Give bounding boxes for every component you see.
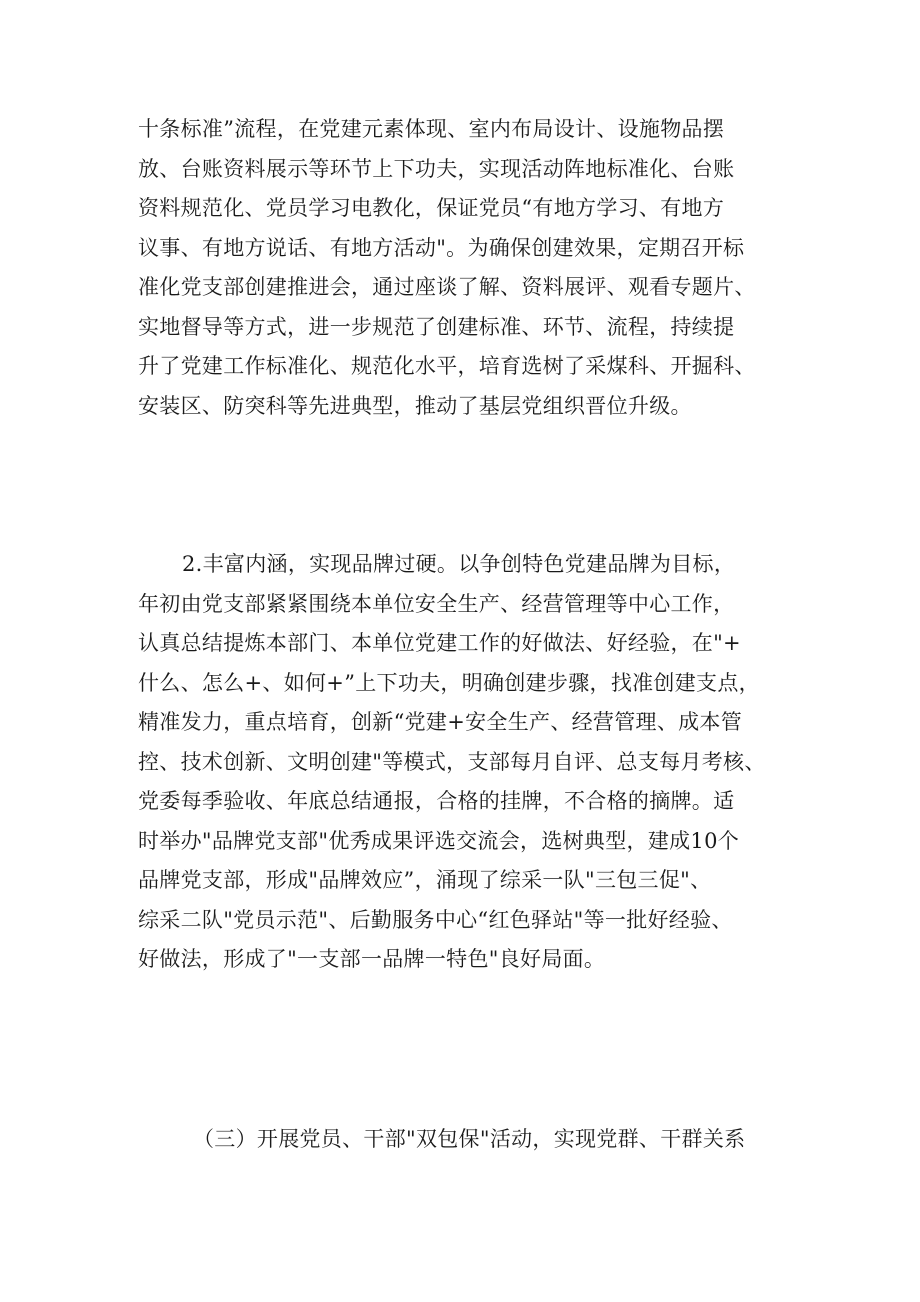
text-line: 放、台账资料展示等环节上下功夫，实现活动阵地标准化、台账	[138, 156, 735, 181]
text-line: 时举办"品牌党支部"优秀成果评选交流会，选树典型，建成10个	[138, 828, 740, 853]
text-line: 品牌党支部，形成"品牌效应”，涌现了综采一队"三包三促"、	[138, 868, 712, 892]
paragraph-brand	[138, 545, 818, 980]
text-line: 议事、有地方说话、有地方活动"。为确保创建效果，定期召开标	[138, 235, 745, 260]
text-line: 十条标准”流程，在党建元素体现、室内布局设计、设施物品摆	[138, 117, 725, 141]
text-line: 升了党建工作标准化、规范化水平，培育选树了采煤科、开掘科、	[138, 354, 756, 378]
section-heading	[138, 1120, 818, 1160]
text-line: 综采二队"党员示范"、后勤服务中心“红色驿站"等一批好经验、	[138, 907, 733, 932]
text-line: 年初由党支部紧紧围绕本单位安全生产、经营管理等中心工作，	[138, 591, 735, 616]
paragraph-standards	[138, 110, 818, 426]
text-line: 安装区、防突科等先进典型，推动了基层党组织晋位升级。	[138, 393, 692, 418]
text-line: 认真总结提炼本部门、本单位党建工作的好做法、好经验，在"+	[138, 631, 741, 655]
text-line: 什么、怎么+、如何+”上下功夫，明确创建步骤，找准创建支点，	[138, 670, 760, 695]
text-line: （三）开展党员、干部"双包保"活动，实现党群、干群关系	[193, 1127, 746, 1151]
text-line: 党委每季验收、年底总结通报，合格的挂牌，不合格的摘牌。适	[138, 789, 735, 813]
text-line: 准化党支部创建推进会，通过座谈了解、资料展评、观看专题片、	[138, 275, 756, 299]
text-line: 精准发力，重点培育，创新“党建+安全生产、经营管理、成本管	[138, 710, 743, 734]
text-line: 资料规范化、党员学习电教化，保证党员“有地方学习、有地方	[138, 196, 725, 220]
text-line: 好做法，形成了"一支部一品牌一特色"良好局面。	[138, 947, 606, 971]
text-line: 控、技术创新、文明创建"等模式，支部每月自评、总支每月考核、	[138, 749, 766, 774]
text-line: 实地督导等方式，进一步规范了创建标准、环节、流程，持续提	[138, 314, 735, 339]
text-line: 2.丰富内涵，实现品牌过硬。以争创特色党建品牌为目标，	[182, 552, 736, 576]
